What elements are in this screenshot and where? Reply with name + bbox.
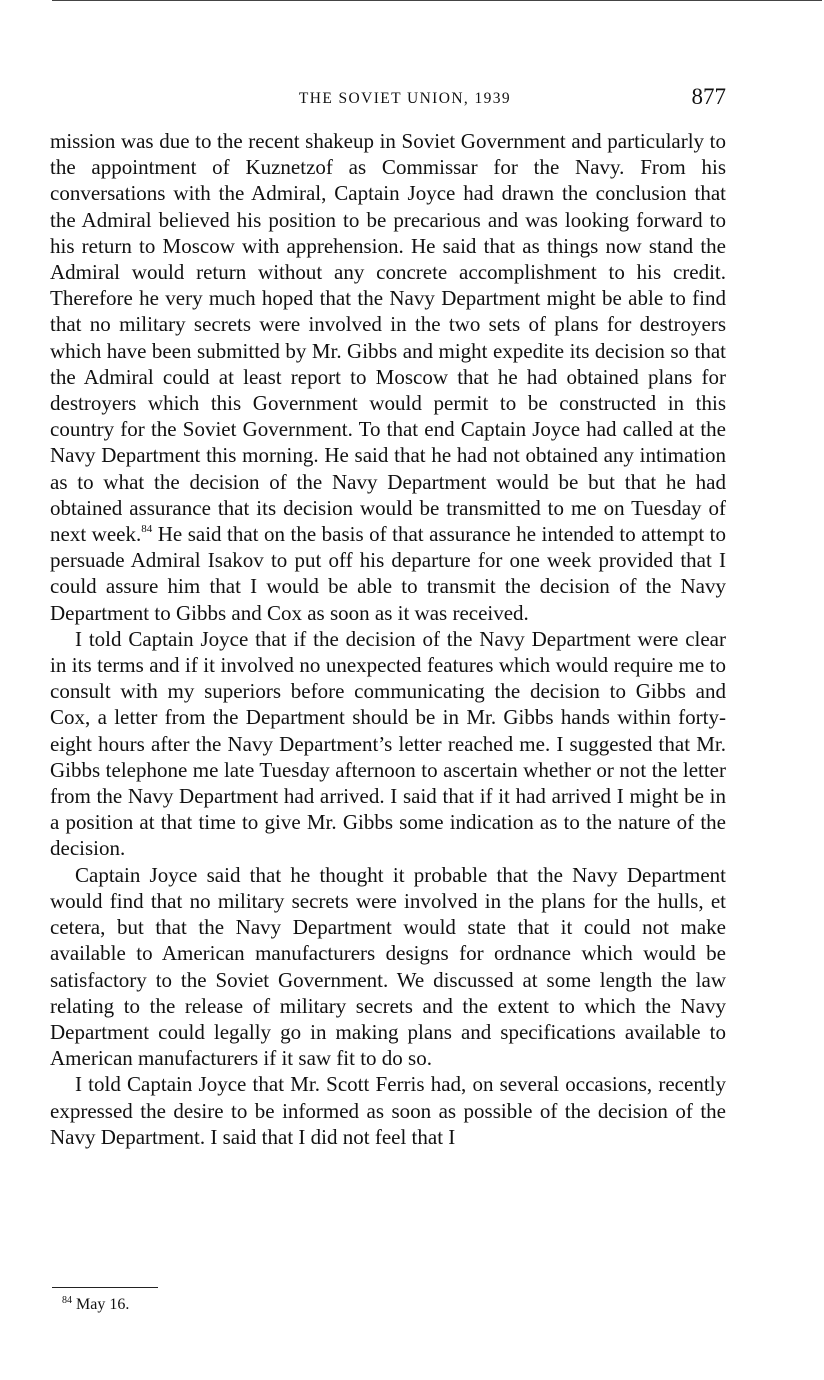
page-header: [50, 84, 726, 114]
footnote-text: May 16.: [76, 1296, 130, 1313]
paragraph-1-text-b: He said that on the basis of that assurance he intended to attempt to persuade Admiral Isakov to put off his departure for one week provided that I could assure him that I would be able to transmit the decision of the Navy Department to Gibbs and Cox as soon as it was received.: [50, 522, 727, 625]
paragraph-3: Captain Joyce said that he thought it probable that the Navy Department would find that no military secrets were involved in the plans for the hulls, et cetera, but that the Navy Department would state that it could not make available to American manufacturers designs for ordnance which would be satisfactory to the Soviet Government. We discussed at some length the law relating to the release of military secrets and the extent to which the Navy Department could legally go in making plans and specifications available to American manufacturers if it saw fit to do so.: [50, 862, 726, 1071]
paragraph-2: I told Captain Joyce that if the decision of the Navy Department were clear in its terms and if it involved no unexpected features which would require me to consult with my superiors before communicating the decision to Gibbs and Cox, a letter from the Department should be in Mr. Gibbs hands within forty-eight hours after the Navy Department’s letter reached me. I suggested that Mr. Gibbs telephone me late Tuesday afternoon to ascertain whether or not the letter from the Navy Department had arrived. I said that if it had arrived I might be in a position at that time to give Mr. Gibbs some indication as to the nature of the decision.: [50, 626, 726, 861]
paragraph-1: [50, 128, 726, 626]
footnote-rule: [52, 1287, 158, 1288]
body-text: [50, 128, 726, 1150]
running-head: THE SOVIET UNION, 1939: [298, 90, 512, 107]
footnote: [62, 1296, 129, 1314]
paragraph-1-text-a: mission was due to the recent shakeup in Soviet Government and particularly to the appointment of Kuznetzof as Commissar for the Navy. From his conversations with the Admiral, Captain Joyce had drawn the conclusion that the Admiral believed his position to be precarious and was looking forward to his return to Moscow with apprehension. He said that as things now stand the Admiral would return without any concrete accomplishment to his credit. Therefore he very much hoped that the Navy Department might be able to find that no military secrets were involved in the two sets of plans for destroyers which have been submitted by Mr. Gibbs and might expedite its decision so that the Admiral could at least report to Moscow that he had obtained plans for destroyers which this Government would permit to be constructed in this country for the Soviet Government. To that end Captain Joyce had called at the Navy Department this morning. He said that he had not obtained any intimation as to what the decision of the Navy Department would be but that he had obtained assurance that its decision would be transmitted to me on Tuesday of next week.: [50, 129, 726, 547]
paragraph-4: I told Captain Joyce that Mr. Scott Ferris had, on several occasions, recently expressed the desire to be informed as soon as possible of the decision of the Navy Department. I said that I did not feel that I: [50, 1072, 726, 1149]
footnote-reference: 84: [141, 523, 153, 536]
page-number: 877: [691, 84, 726, 109]
footnote-marker: 84: [62, 1295, 72, 1306]
top-rule: [52, 0, 822, 1]
